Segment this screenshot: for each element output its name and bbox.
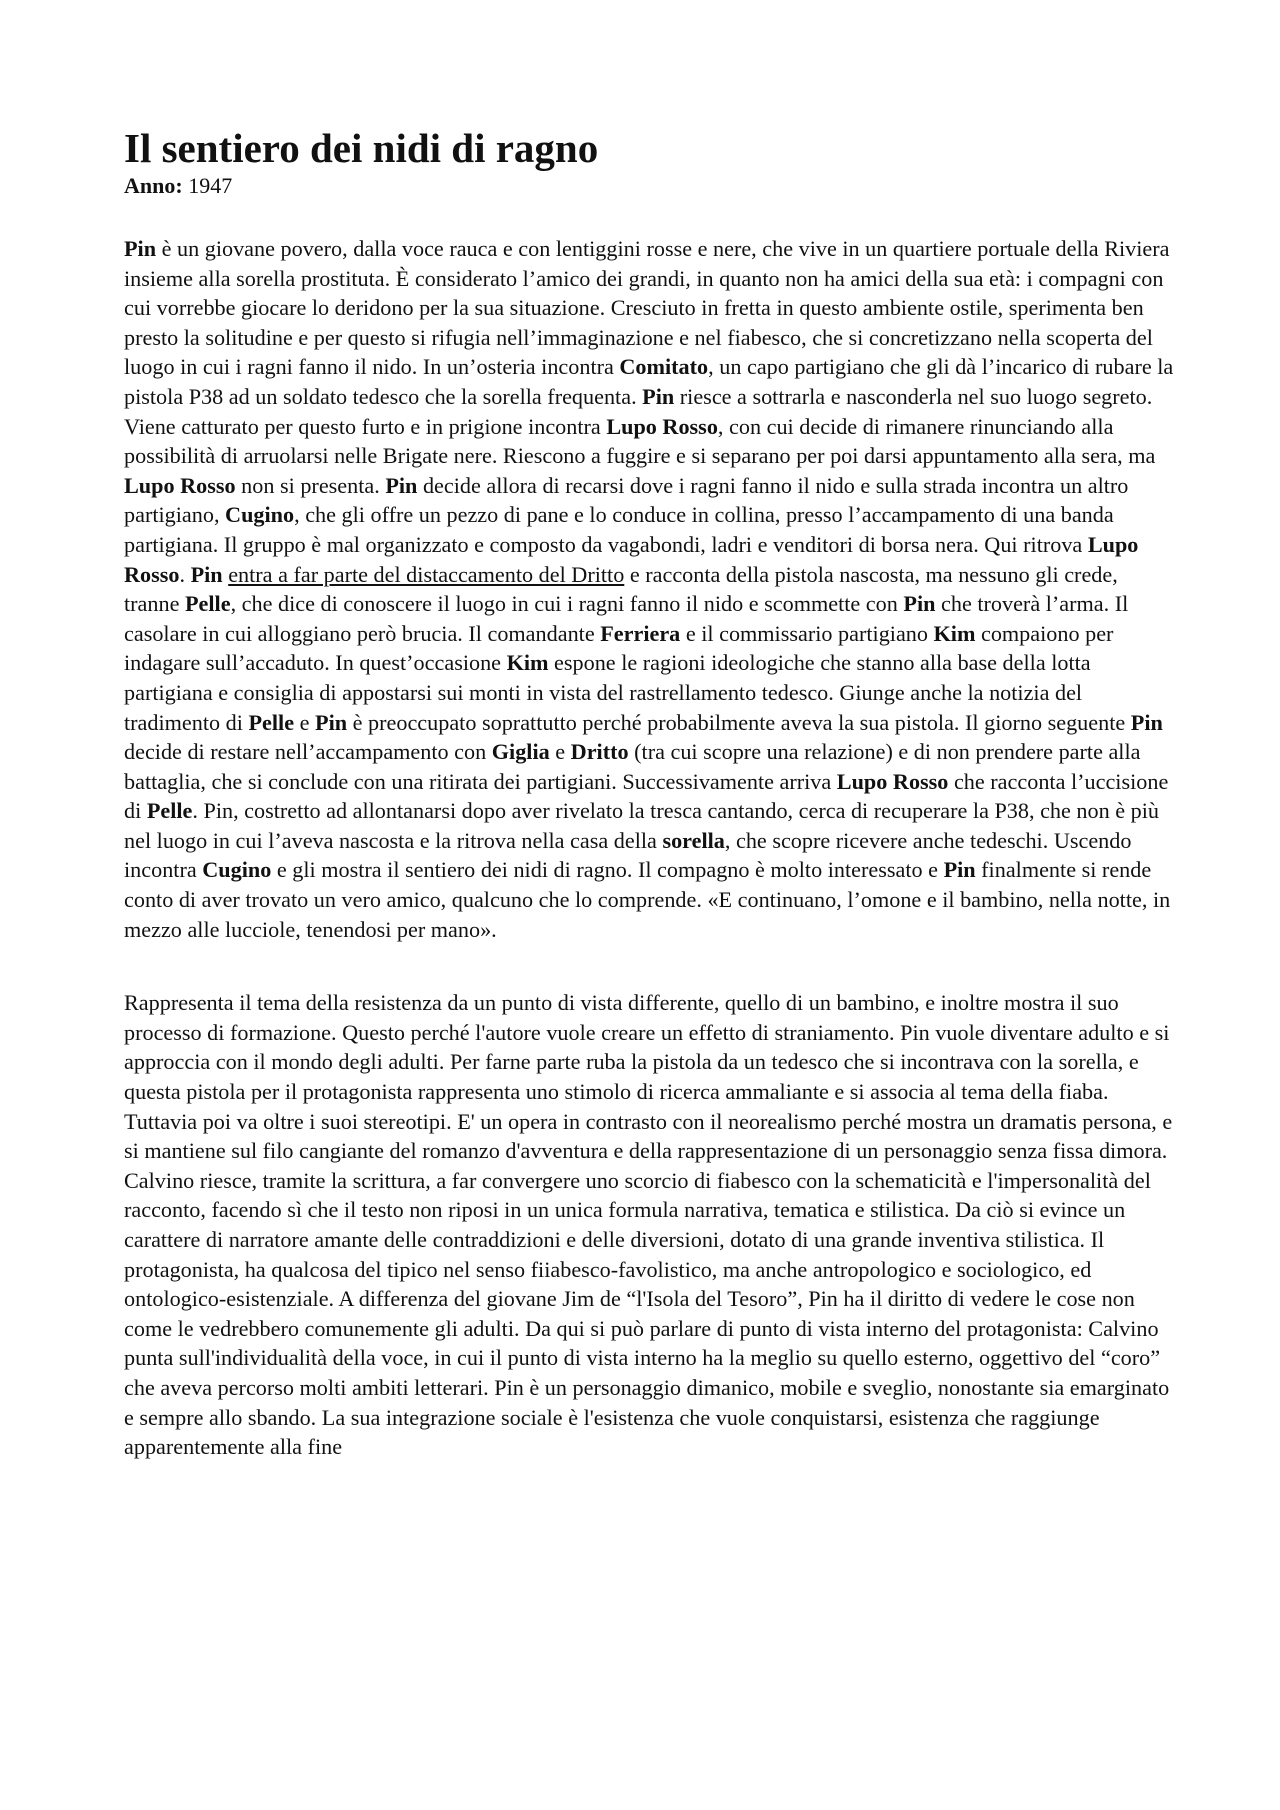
character-name: Giglia bbox=[491, 739, 550, 765]
summary-text: , che gli offre un pezzo di pane e lo conduce in collina, presso l’accampamento di una banda partigiana. Il gruppo è mal organizzato e composto da vagabondi, ladri e venditori di borsa nera. Qui ritrova bbox=[124, 502, 1114, 557]
summary-text: è un giovane povero, dalla voce rauca e con lentiggini rosse e nere, che vive in un quartiere portuale della Riviera insieme alla sorella prostituta. È considerato l’amico dei grandi, in quanto non ha amici della sua età: i compagni con cui vorrebbe giocare lo deridono per la sua situazione. Cresciuto in fretta in questo ambiente ostile, sperimenta ben presto la solitudine e per questo si rifugia nell’immaginazione e nel fiabesco, che si concretizzano nella scoperta del luogo in cui i ragni fanno il nido. In un’osteria incontra bbox=[124, 236, 1170, 380]
character-name: Pin bbox=[124, 236, 157, 261]
character-name: Kim bbox=[506, 650, 549, 676]
character-name: Pin bbox=[385, 472, 418, 498]
character-name: Pelle bbox=[146, 798, 193, 824]
character-name: Kim bbox=[933, 620, 976, 646]
character-name: Pin bbox=[903, 591, 936, 617]
paragraph-spacer bbox=[124, 944, 1174, 988]
summary-text: e il commissario partigiano bbox=[680, 620, 934, 646]
document-title: Il sentiero dei nidi di ragno bbox=[124, 125, 599, 171]
summary-text: espone le ragioni ideologiche che stanno alla base della lotta partigiana e consiglia di appostarsi sui monti in vista del rastrellamento tedesco. Giunge anche la notizia del tradimento di bbox=[124, 650, 1091, 735]
summary-text: decide di restare nell’accampamento con bbox=[124, 739, 492, 765]
character-name: Pelle bbox=[184, 591, 231, 617]
character-name: Lupo Rosso bbox=[124, 531, 1139, 587]
character-name: Pin bbox=[943, 857, 976, 883]
summary-text: , che scopre ricevere anche tedeschi. Uscendo incontra bbox=[124, 827, 1132, 883]
summary-text: (tra cui scopre una relazione) e di non prendere parte alla battaglia, che si conclude con una ritirata dei partigiani. Successivamente arriva bbox=[124, 739, 1141, 794]
character-name: Lupo Rosso bbox=[606, 413, 718, 439]
summary-text: finalmente si rende conto di aver trovato un vero amico, qualcuno che lo comprende. «E continuano, l’omone e il bambino, nella notte, in mezzo alle lucciole, tenendosi per mano». bbox=[124, 857, 1171, 942]
character-name: Pin bbox=[190, 561, 223, 587]
summary-text: compaiono per indagare sull’accaduto. In quest’occasione bbox=[124, 620, 1114, 676]
summary-text: e bbox=[549, 739, 571, 765]
summary-text: , un capo partigiano che gli dà l’incarico di rubare la pistola P38 ad un soldato tedesco che la sorella frequenta. bbox=[124, 354, 1174, 409]
summary-text: non si presenta. bbox=[235, 472, 386, 498]
character-name: Cugino bbox=[225, 502, 295, 528]
character-name: Dritto bbox=[570, 739, 629, 765]
document-page bbox=[124, 124, 1174, 1462]
summary-text: è preoccupato soprattutto perché probabilmente aveva la sua pistola. Il giorno seguente bbox=[347, 709, 1131, 735]
summary-text: e bbox=[294, 709, 316, 735]
character-name: Pelle bbox=[248, 709, 295, 735]
character-name: Cugino bbox=[202, 857, 272, 883]
character-name: Ferriera bbox=[600, 620, 681, 646]
underlined-phrase: entra a far parte del distaccamento del Dritto bbox=[228, 561, 625, 587]
analysis-paragraph: Rappresenta il tema della resistenza da un punto di vista differente, quello di un bambino, e inoltre mostra il suo processo di formazione. Questo perché l'autore vuole creare un effetto di straniamento. Pin vuole diventare adulto e si approccia con il mondo degli adulti. Per farne parte ruba la pistola da un tedesco che si incontrava con la sorella, e questa pistola per il protagonista rappresenta uno stimolo di ricerca ammaliante e si associa al tema della fiaba. Tuttavia poi va oltre i suoi stereotipi. E' un opera in contrasto con il neorealismo perché mostra un dramatis persona, e si mantiene sul filo cangiante del romanzo d'avventura e della rappresentazione di un personaggio senza fissa dimora. Calvino riesce, tramite la scrittura, a far convergere uno scorcio di fiabesco con la schematicità e l'impersonalità del racconto, facendo sì che il testo non riposi in un unica formula narrativa, tematica e stilistica. Da ciò si evince un carattere di narratore amante delle contraddizioni e delle diversioni, dotato di una grande inventiva stilistica. Il protagonista, ha qualcosa del tipico nel senso fiiabesco-favolistico, ma anche antropologico e sociologico, ed ontologico-esistenziale. A differenza del giovane Jim de “l'Isola del Tesoro”, Pin ha il diritto di vedere le cose non come le vedrebbero comunemente gli adulti. Da qui si può parlare di punto di vista interno del protagonista: Calvino punta sull'individualità della voce, in cui il punto di vista interno ha la meglio su quello esterno, oggettivo del “coro” che aveva percorso molti ambiti letterari. Pin è un personaggio dimanico, mobile e sveglio, nonostante sia emarginato e sempre allo sbando. La sua integrazione sociale è l'esistenza che vuole conquistarsi, esistenza che raggiunge apparentemente alla fine bbox=[124, 990, 1173, 1460]
summary-text: e gli mostra il sentiero dei nidi di ragno. Il compagno è molto interessato e bbox=[271, 857, 944, 883]
summary-paragraph bbox=[124, 234, 1174, 944]
summary-text: e racconta della pistola nascosta, ma nessuno gli crede, tranne bbox=[124, 561, 1118, 617]
character-name: Comitato bbox=[619, 354, 709, 380]
summary-text: che troverà l’arma. Il casolare in cui alloggiano però brucia. Il comandante bbox=[124, 591, 1129, 646]
character-name: Lupo Rosso bbox=[836, 768, 949, 794]
character-name: sorella bbox=[662, 827, 725, 853]
summary-text: . bbox=[179, 561, 191, 587]
summary-text: decide allora di recarsi dove i ragni fanno il nido e sulla strada incontra un altro partigiano, bbox=[124, 472, 1129, 528]
year-label: Anno: bbox=[124, 173, 183, 198]
character-name: Pin bbox=[315, 709, 348, 735]
character-name: Lupo Rosso bbox=[124, 472, 236, 498]
year-line bbox=[124, 172, 1174, 200]
character-name: Pin bbox=[642, 383, 675, 409]
summary-text: che racconta l’uccisione di bbox=[124, 768, 1169, 824]
character-name: Pin bbox=[1130, 709, 1163, 735]
summary-text: riesce a sottrarla e nasconderla nel suo luogo segreto. Viene catturato per questo furto e in prigione incontra bbox=[124, 383, 1153, 439]
summary-text: , che dice di conoscere il luogo in cui i ragni fanno il nido e scommette con bbox=[230, 591, 904, 617]
year-value: 1947 bbox=[188, 173, 233, 198]
summary-text: , con cui decide di rimanere rinunciando alla possibilità di arruolarsi nelle Brigate nere. Riescono a fuggire e si separano per poi darsi appuntamento alla sera, ma bbox=[124, 413, 1156, 469]
summary-text: . Pin, costretto ad allontanarsi dopo aver rivelato la tresca cantando, cerca di recuperare la P38, che non è più nel luogo in cui l’aveva nascosta e la ritrova nella casa della bbox=[124, 798, 1159, 853]
